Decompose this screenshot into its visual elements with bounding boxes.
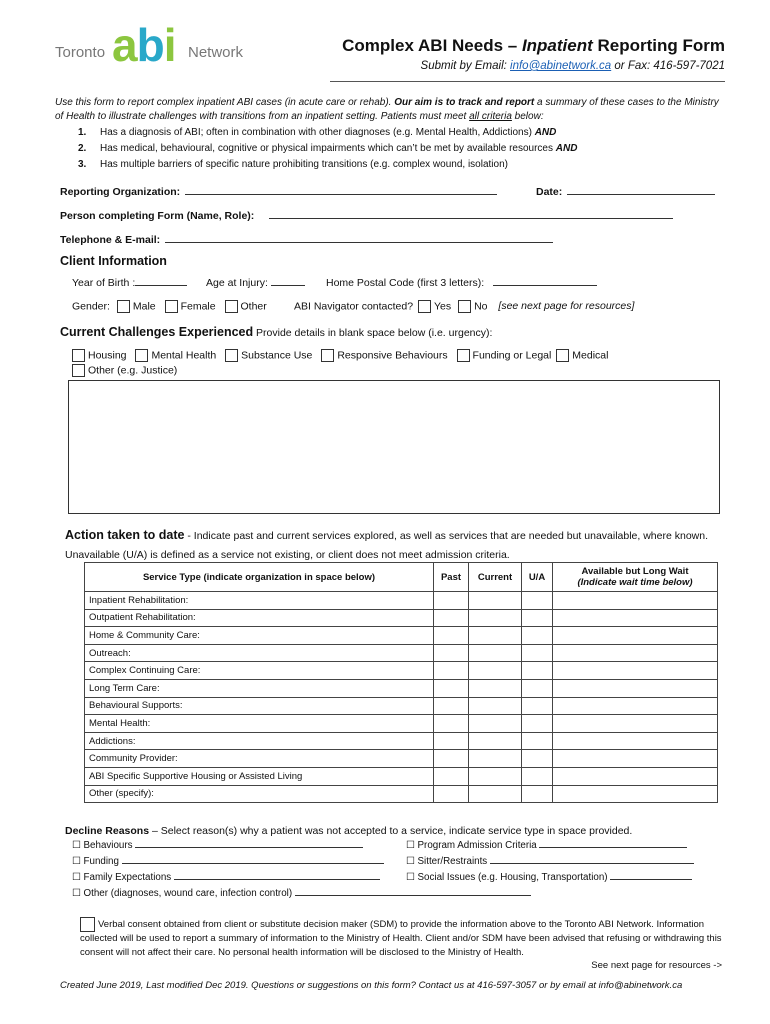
current-cell[interactable]: [469, 627, 522, 645]
action-text: Action taken to date - Indicate past and current services explored, as well as services that are needed but unavailable, where known. Unavailable (U/A) is defined as a service not existing, or client does not meet admission criteria.: [65, 528, 709, 561]
service-type-cell: Outpatient Rehabilitation:: [85, 609, 434, 627]
table-row: [85, 609, 718, 627]
org-field[interactable]: [185, 194, 497, 195]
ua-cell[interactable]: [522, 679, 553, 697]
service-type-cell: Long Term Care:: [85, 679, 434, 697]
long-wait-cell[interactable]: [553, 697, 718, 715]
service-type-cell: Other (specify):: [85, 785, 434, 803]
current-cell[interactable]: [469, 679, 522, 697]
past-cell[interactable]: [434, 662, 469, 680]
col-long-wait: Available but Long Wait (Indicate wait time below): [553, 563, 718, 592]
current-cell[interactable]: [469, 750, 522, 768]
date-label: Date:: [536, 186, 563, 198]
navigator-row: ABI Navigator contacted? Yes No [see next page for resources]: [294, 300, 635, 313]
footer-note: Created June 2019, Last modified Dec 2019. Questions or suggestions on this form? Contact us at 416-597-3057 or by email at info@abinetwork.ca: [60, 980, 683, 991]
challenges-options: Housing Mental Health Substance Use Responsive Behaviours Funding or Legal Medical: [72, 349, 608, 362]
intro-text: Use this form to report complex inpatient ABI cases (in acute care or rehab). Our aim is to track and report a summary of these cases to the Ministry of Health to illustrate challenges with transitions from an inpatient setting. Patients must meet all criteria below:: [55, 97, 719, 122]
gender-male-checkbox[interactable]: [117, 300, 130, 313]
tel-label: Telephone & E-mail:: [60, 234, 161, 246]
decline-behaviours[interactable]: ☐ Behaviours: [72, 838, 531, 854]
navigator-no-checkbox[interactable]: [458, 300, 471, 313]
submit-info: Submit by Email: info@abinetwork.ca or Fax: 416-597-7021: [420, 60, 725, 72]
logo-text-network: Network: [188, 44, 244, 61]
next-page-note: See next page for resources ->: [591, 960, 722, 971]
past-cell[interactable]: [434, 609, 469, 627]
challenges-header: Current Challenges Experienced Provide details in blank space below (i.e. urgency):: [60, 325, 493, 339]
past-cell[interactable]: [434, 732, 469, 750]
col-service-type: Service Type (indicate organization in space below): [85, 563, 434, 592]
current-cell[interactable]: [469, 697, 522, 715]
page-title: Complex ABI Needs – Inpatient Reporting Form: [342, 36, 725, 55]
service-type-cell: Outreach:: [85, 644, 434, 662]
table-row: [85, 767, 718, 785]
header-divider: [330, 81, 725, 82]
gender-other-checkbox[interactable]: [225, 300, 238, 313]
past-cell[interactable]: [434, 679, 469, 697]
col-past: Past: [434, 563, 469, 592]
table-row: [85, 785, 718, 803]
tel-row: [60, 230, 553, 248]
decline-funding[interactable]: ☐ Funding: [72, 854, 531, 870]
decline-family-expectations[interactable]: ☐ Family Expectations: [72, 870, 531, 886]
long-wait-cell[interactable]: [553, 750, 718, 768]
ua-cell[interactable]: [522, 627, 553, 645]
criterion-3: 3. Has multiple barriers of specific nature prohibiting transitions (e.g. complex wound, isolation): [78, 159, 508, 170]
decline-social-issues[interactable]: ☐ Social Issues (e.g. Housing, Transportation): [406, 870, 694, 886]
postal-field[interactable]: [493, 285, 597, 286]
table-row: [85, 732, 718, 750]
past-cell[interactable]: [434, 715, 469, 733]
challenge-other-row: Other (e.g. Justice): [72, 364, 177, 377]
current-cell[interactable]: [469, 662, 522, 680]
current-cell[interactable]: [469, 732, 522, 750]
past-cell[interactable]: [434, 697, 469, 715]
service-type-cell: Addictions:: [85, 732, 434, 750]
ua-cell[interactable]: [522, 767, 553, 785]
challenge-mental-health-checkbox[interactable]: [135, 349, 148, 362]
past-cell[interactable]: [434, 592, 469, 610]
long-wait-cell[interactable]: [553, 732, 718, 750]
table-row: [85, 592, 718, 610]
challenge-other-checkbox[interactable]: [72, 364, 85, 377]
client-info-heading: Client Information: [60, 254, 167, 268]
table-row: [85, 679, 718, 697]
challenges-heading: Current Challenges Experienced: [60, 325, 254, 339]
current-cell[interactable]: [469, 592, 522, 610]
long-wait-cell[interactable]: [553, 627, 718, 645]
service-type-cell: Behavioural Supports:: [85, 697, 434, 715]
service-type-cell: Inpatient Rehabilitation:: [85, 592, 434, 610]
decline-program-admission[interactable]: ☐ Program Admission Criteria: [406, 838, 694, 854]
table-row: [85, 715, 718, 733]
current-cell[interactable]: [469, 767, 522, 785]
see-next-page-note: [see next page for resources]: [498, 300, 635, 313]
long-wait-cell[interactable]: [553, 767, 718, 785]
person-row: [60, 206, 673, 224]
service-type-cell: Complex Continuing Care:: [85, 662, 434, 680]
org-label: Reporting Organization:: [60, 186, 181, 198]
col-current: Current: [469, 563, 522, 592]
table-row: [85, 644, 718, 662]
person-label: Person completing Form (Name, Role):: [60, 210, 255, 222]
criterion-2: 2. Has medical, behavioural, cognitive or physical impairments which can’t be met by available resources AND: [78, 143, 578, 154]
decline-sitter-restraints[interactable]: ☐ Sitter/Restraints: [406, 854, 694, 870]
long-wait-cell[interactable]: [553, 715, 718, 733]
decline-header: Decline Reasons – Select reason(s) why a patient was not accepted to a service, indicate service type in space provided.: [65, 825, 633, 837]
org-row: [60, 182, 497, 200]
tel-field[interactable]: [165, 242, 553, 243]
past-cell[interactable]: [434, 627, 469, 645]
current-cell[interactable]: [469, 609, 522, 627]
yob-field[interactable]: [135, 285, 187, 286]
services-table: [84, 562, 718, 803]
navigator-yes-checkbox[interactable]: [418, 300, 431, 313]
date-row: [536, 182, 715, 200]
postal-row: Home Postal Code (first 3 letters):: [326, 277, 597, 289]
ua-cell[interactable]: [522, 662, 553, 680]
current-cell[interactable]: [469, 715, 522, 733]
col-ua: U/A: [522, 563, 553, 592]
date-field[interactable]: [567, 194, 715, 195]
long-wait-cell[interactable]: [553, 785, 718, 803]
challenge-substance-use-checkbox[interactable]: [225, 349, 238, 362]
consent-checkbox[interactable]: [80, 917, 95, 932]
ua-cell[interactable]: [522, 697, 553, 715]
gender-row: Gender: Male Female Other: [72, 300, 267, 313]
criterion-1: 1. Has a diagnosis of ABI; often in combination with other diagnoses (e.g. Mental Health, Addictions) AND: [78, 127, 557, 138]
long-wait-cell[interactable]: [553, 592, 718, 610]
table-row: [85, 697, 718, 715]
ua-cell[interactable]: [522, 750, 553, 768]
yob-row: Year of Birth :: [72, 277, 187, 289]
person-field[interactable]: [269, 218, 673, 219]
long-wait-cell[interactable]: [553, 609, 718, 627]
challenge-housing-checkbox[interactable]: [72, 349, 85, 362]
decline-other[interactable]: ☐ Other (diagnoses, wound care, infection control): [72, 886, 531, 902]
logo-abi: abi: [112, 19, 176, 71]
table-header-row: [85, 563, 718, 592]
current-cell[interactable]: [469, 644, 522, 662]
past-cell[interactable]: [434, 785, 469, 803]
service-type-cell: Mental Health:: [85, 715, 434, 733]
ua-cell[interactable]: [522, 644, 553, 662]
ua-cell[interactable]: [522, 732, 553, 750]
table-row: [85, 750, 718, 768]
ua-cell[interactable]: [522, 609, 553, 627]
ua-cell[interactable]: [522, 785, 553, 803]
challenge-funding-legal-checkbox[interactable]: [457, 349, 470, 362]
past-cell[interactable]: [434, 644, 469, 662]
age-row: Age at Injury:: [206, 277, 305, 289]
decline-heading: Decline Reasons: [65, 825, 150, 837]
consent-block: Verbal consent obtained from client or substitute decision maker (SDM) to provide the information above to the Toronto ABI Network. Information collected will be used to report a summary of information to the Ministry of Health. Client and/or SDM have been advised that refusing or withdrawing this consent will not affect their care. No personal health information will be disclosed to the Ministry of Health.: [80, 917, 725, 960]
challenge-responsive-behaviours-checkbox[interactable]: [321, 349, 334, 362]
ua-cell[interactable]: [522, 715, 553, 733]
service-type-cell: Community Provider:: [85, 750, 434, 768]
service-type-cell: Home & Community Care:: [85, 627, 434, 645]
past-cell[interactable]: [434, 767, 469, 785]
age-field[interactable]: [271, 285, 305, 286]
table-row: [85, 662, 718, 680]
service-type-cell: ABI Specific Supportive Housing or Assisted Living: [85, 767, 434, 785]
table-row: [85, 627, 718, 645]
challenge-medical-checkbox[interactable]: [556, 349, 569, 362]
long-wait-cell[interactable]: [553, 644, 718, 662]
challenges-details-box[interactable]: [68, 380, 720, 514]
gender-female-checkbox[interactable]: [165, 300, 178, 313]
email-link[interactable]: info@abinetwork.ca: [510, 60, 612, 72]
logo-text-toronto: Toronto: [55, 44, 106, 61]
long-wait-cell[interactable]: [553, 662, 718, 680]
long-wait-cell[interactable]: [553, 679, 718, 697]
ua-cell[interactable]: [522, 592, 553, 610]
decline-right-column: [406, 838, 694, 886]
current-cell[interactable]: [469, 785, 522, 803]
action-heading: Action taken to date: [65, 528, 185, 542]
past-cell[interactable]: [434, 750, 469, 768]
